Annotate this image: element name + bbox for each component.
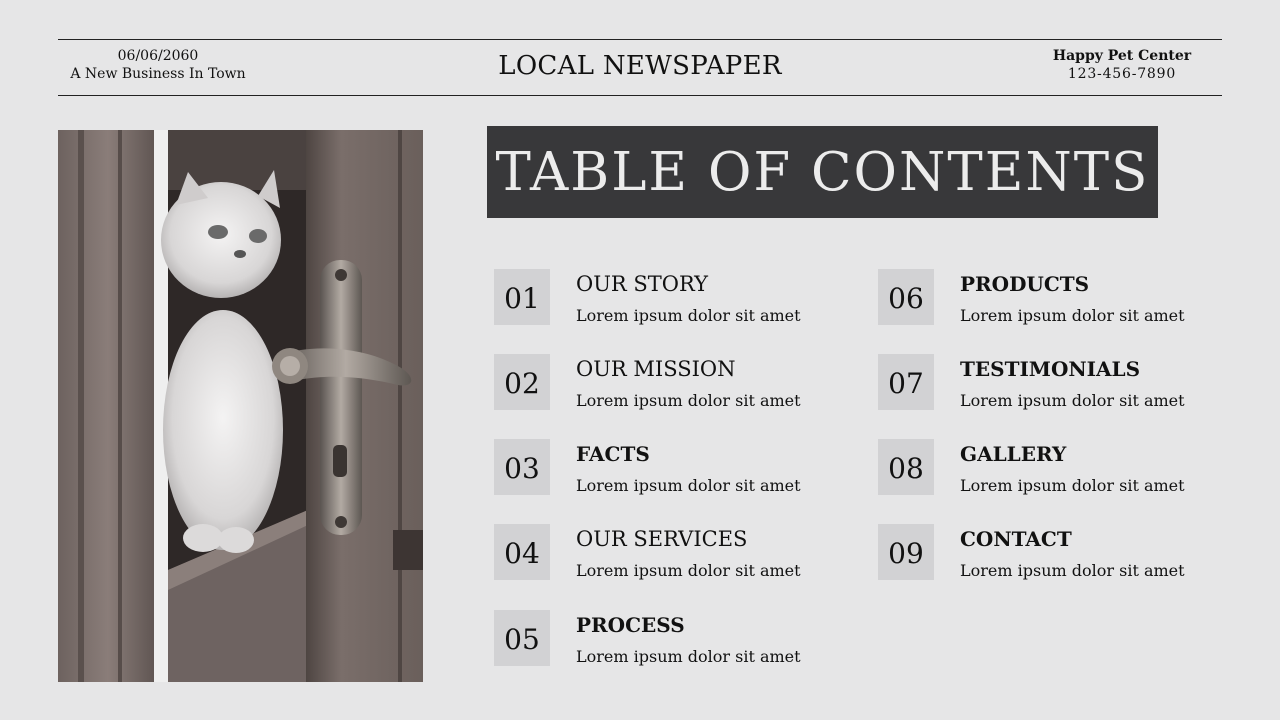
toc-title-banner (487, 126, 1158, 218)
newspaper-name: LOCAL NEWSPAPER (498, 51, 782, 81)
toc-number-box (494, 524, 550, 580)
header-date: 06/06/2060 (117, 48, 199, 64)
toc-item-process[interactable] (494, 610, 854, 670)
toc-number: 03 (504, 451, 540, 485)
toc-number-box (494, 269, 550, 325)
toc-item-facts[interactable] (494, 439, 854, 499)
toc-item-title: OUR SERVICES (576, 527, 748, 551)
toc-item-title: FACTS (576, 442, 650, 466)
toc-item-desc: Lorem ipsum dolor sit amet (576, 561, 801, 580)
cat-photo (58, 130, 423, 682)
toc-item-desc: Lorem ipsum dolor sit amet (576, 306, 801, 325)
header-right (1022, 47, 1222, 83)
toc-number-box (878, 439, 934, 495)
toc-item-title: PRODUCTS (960, 272, 1090, 296)
toc-item-testimonials[interactable] (878, 354, 1238, 414)
toc-number: 07 (888, 366, 924, 400)
toc-item-desc: Lorem ipsum dolor sit amet (960, 306, 1185, 325)
toc-number-box (878, 269, 934, 325)
toc-number: 06 (888, 281, 924, 315)
header-bottom-rule (58, 95, 1222, 96)
toc-number: 05 (504, 622, 540, 656)
toc-item-title: CONTACT (960, 527, 1072, 551)
toc-item-title: OUR STORY (576, 272, 709, 296)
toc-item-desc: Lorem ipsum dolor sit amet (960, 561, 1185, 580)
toc-number: 01 (504, 281, 540, 315)
phone-number: 123-456-7890 (1067, 66, 1177, 82)
toc-number-box (494, 610, 550, 666)
toc-number-box (878, 524, 934, 580)
toc-item-our-mission[interactable] (494, 354, 854, 414)
toc-number-box (494, 439, 550, 495)
toc-item-title: GALLERY (960, 442, 1067, 466)
toc-item-title: PROCESS (576, 613, 685, 637)
toc-item-our-services[interactable] (494, 524, 854, 584)
toc-number-box (878, 354, 934, 410)
toc-item-gallery[interactable] (878, 439, 1238, 499)
toc-number: 02 (504, 366, 540, 400)
toc-number: 04 (504, 536, 540, 570)
toc-number-box (494, 354, 550, 410)
toc-item-title: TESTIMONIALS (960, 357, 1141, 381)
cat-at-door-icon (58, 130, 423, 682)
toc-item-desc: Lorem ipsum dolor sit amet (576, 476, 801, 495)
toc-item-desc: Lorem ipsum dolor sit amet (960, 391, 1185, 410)
header-left (58, 47, 258, 83)
toc-item-our-story[interactable] (494, 269, 854, 329)
company-name: Happy Pet Center (1052, 48, 1192, 64)
toc-number: 09 (888, 536, 924, 570)
toc-item-contact[interactable] (878, 524, 1238, 584)
toc-item-title: OUR MISSION (576, 357, 736, 381)
toc-item-products[interactable] (878, 269, 1238, 329)
toc-title: TABLE OF CONTENTS (495, 141, 1150, 203)
toc-item-desc: Lorem ipsum dolor sit amet (576, 647, 801, 666)
toc-item-desc: Lorem ipsum dolor sit amet (960, 476, 1185, 495)
header-top-rule (58, 39, 1222, 40)
toc-item-desc: Lorem ipsum dolor sit amet (576, 391, 801, 410)
toc-number: 08 (888, 451, 924, 485)
header-tagline: A New Business In Town (70, 66, 246, 82)
